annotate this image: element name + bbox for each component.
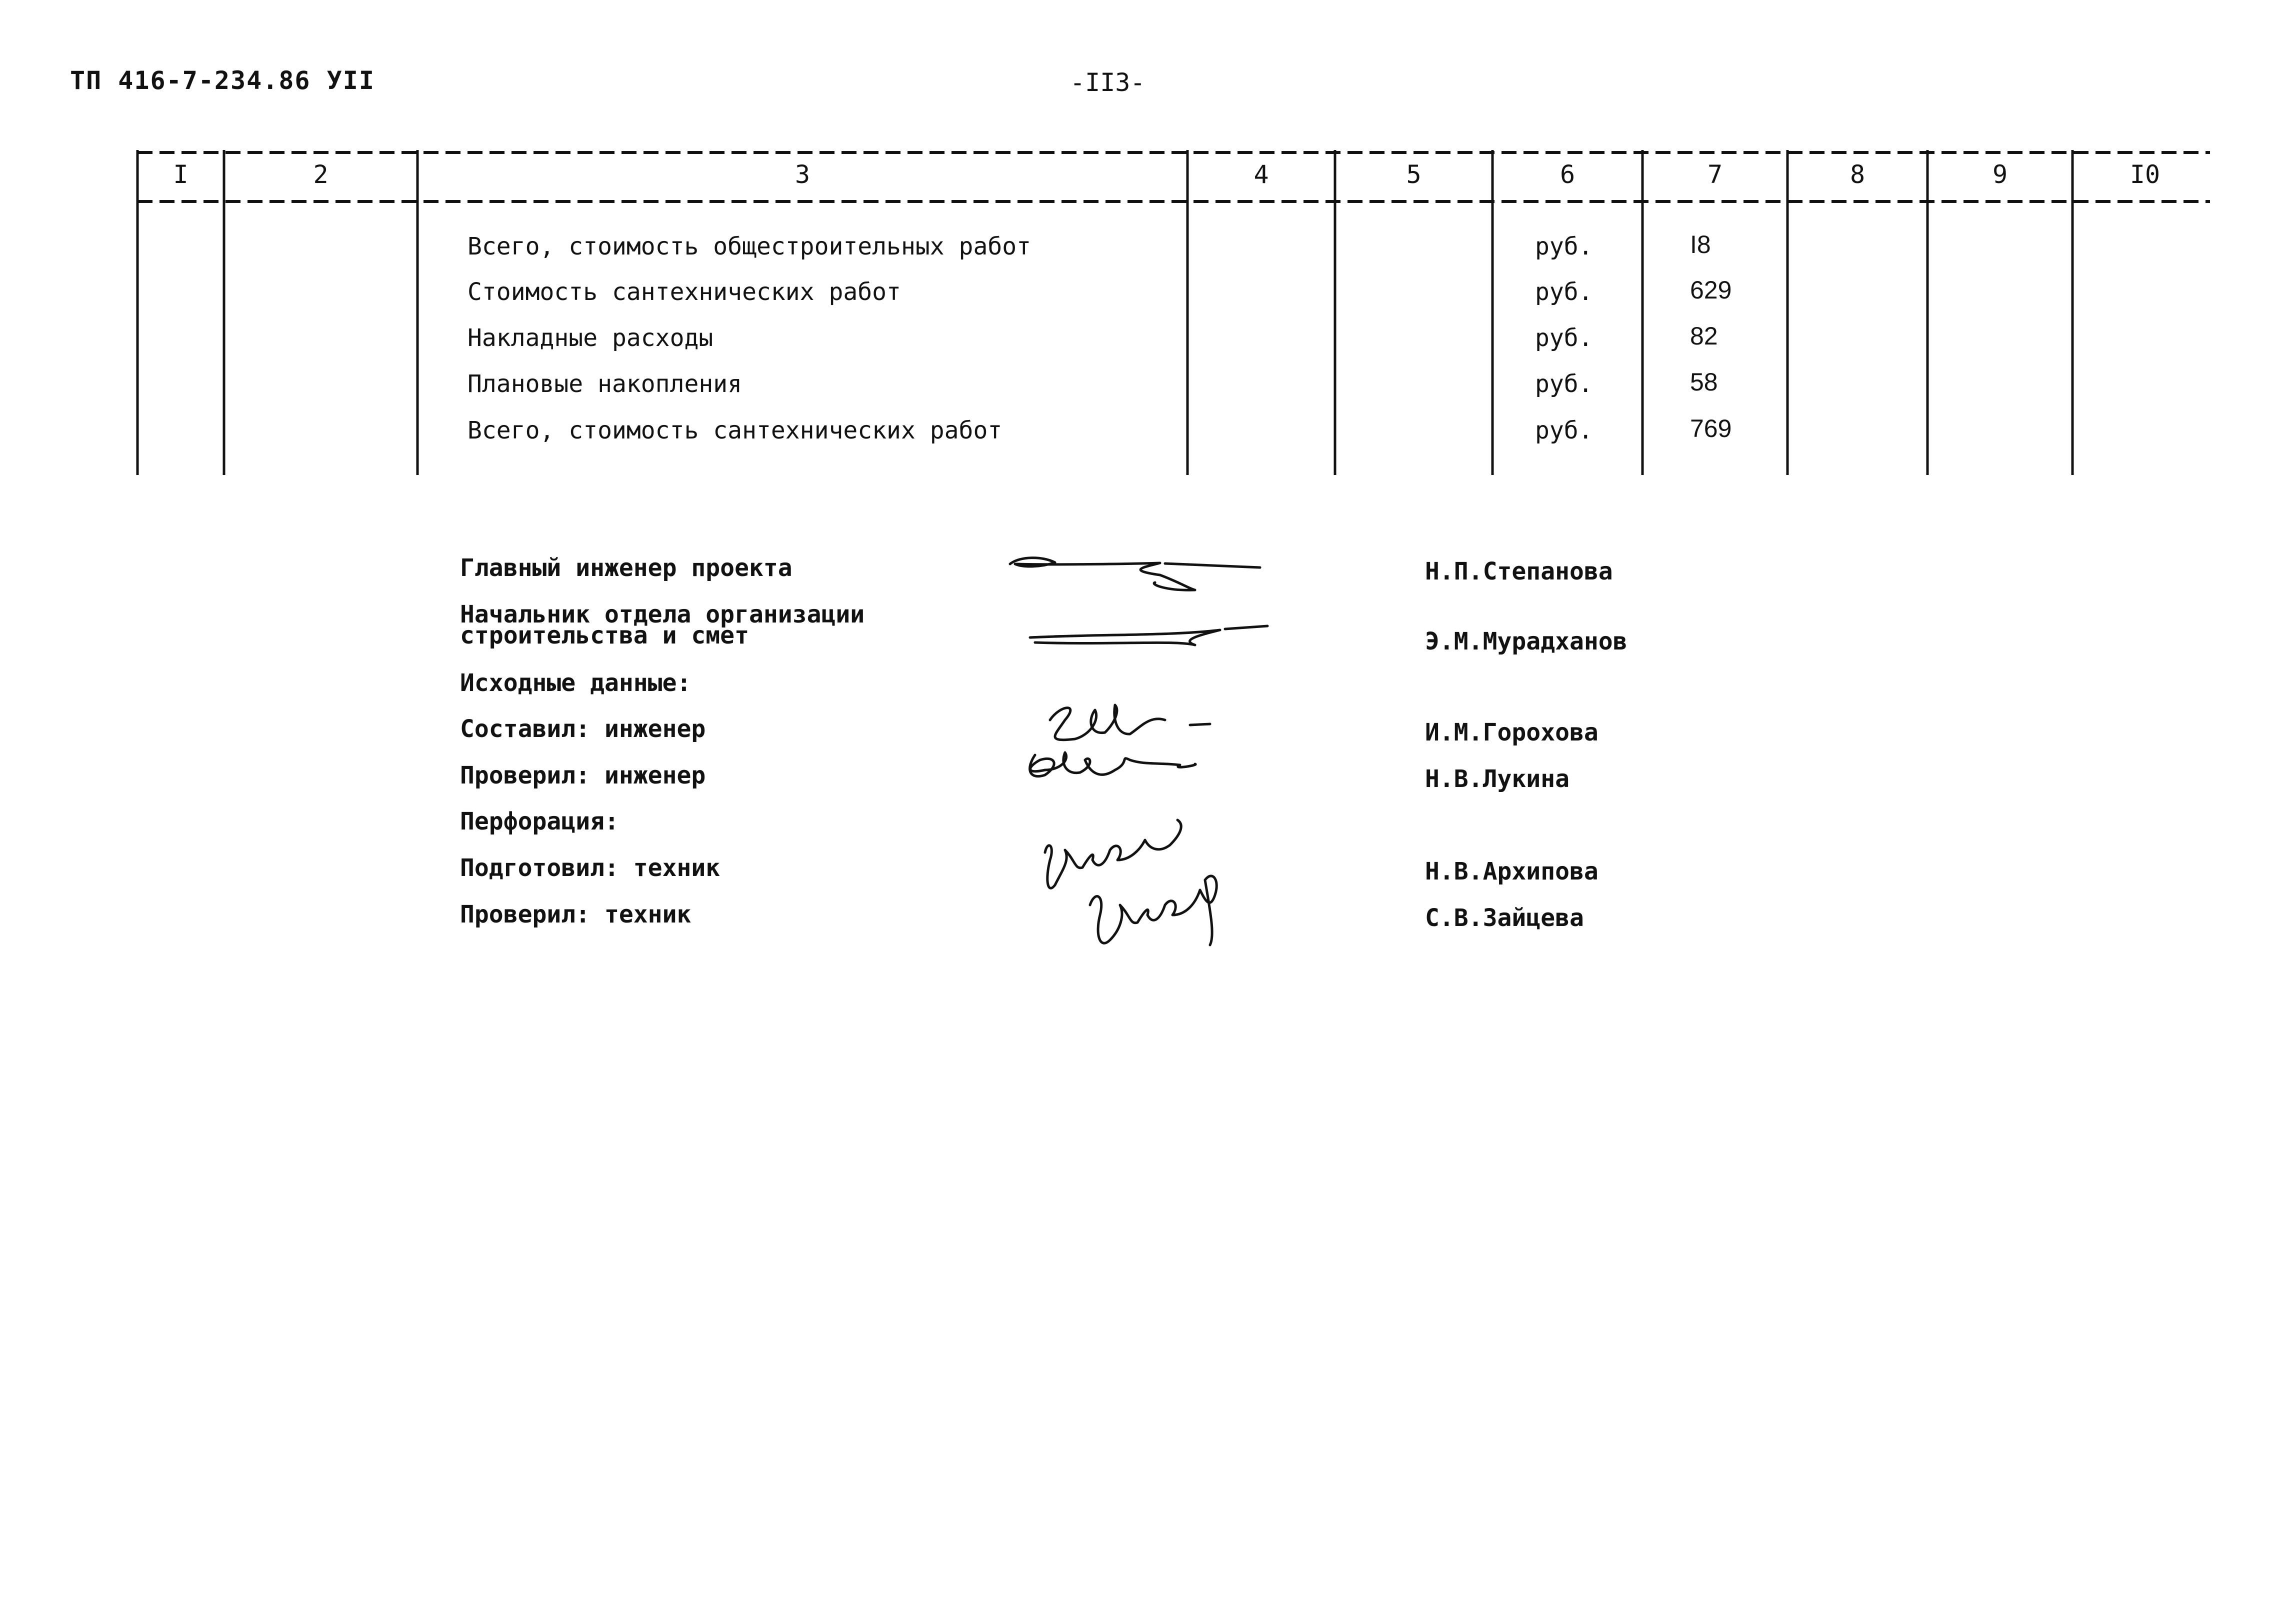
column-header-1: I bbox=[173, 160, 188, 189]
row-value: I8 bbox=[1690, 230, 1711, 258]
row-unit: руб. bbox=[1535, 416, 1593, 444]
column-header-3: 3 bbox=[794, 160, 810, 189]
row-value: 58 bbox=[1690, 368, 1718, 396]
row-unit: руб. bbox=[1535, 232, 1593, 260]
signature-prepared bbox=[1045, 820, 1181, 888]
signature-compiled bbox=[1050, 705, 1165, 740]
compiled-name: И.М.Горохова bbox=[1425, 718, 1598, 746]
checked-technician-role: Проверил: техник bbox=[460, 900, 692, 928]
column-header-7: 7 bbox=[1707, 160, 1723, 189]
row-value: 82 bbox=[1690, 322, 1718, 350]
signature-chief-engineer-line bbox=[1165, 564, 1260, 568]
row-value: 769 bbox=[1690, 414, 1732, 442]
signature-compiled-dash bbox=[1190, 724, 1210, 725]
signature-dept-head-line bbox=[1225, 626, 1268, 629]
chief-engineer-role: Главный инженер проекта bbox=[460, 554, 792, 582]
dept-head-name: Э.М.Мурадханов bbox=[1425, 628, 1628, 656]
perforation-label: Перфорация: bbox=[460, 808, 619, 836]
compiled-role: Составил: инженер bbox=[460, 715, 706, 743]
source-data-label: Исходные данные: bbox=[460, 669, 692, 697]
row-name: Накладные расходы bbox=[468, 324, 714, 352]
prepared-role: Подготовил: техник bbox=[460, 854, 720, 882]
signature-checked-technician bbox=[1090, 876, 1216, 945]
signature-dept-head bbox=[1030, 630, 1220, 645]
row-name: Всего, стоимость сантехнических работ bbox=[468, 416, 1002, 444]
row-name: Всего, стоимость общестроительных работ bbox=[468, 232, 1032, 260]
column-header-6: 6 bbox=[1560, 160, 1576, 189]
dept-head-role-line2: строительства и смет bbox=[460, 622, 749, 650]
page-number: -II3- bbox=[1070, 68, 1146, 97]
dept-head-role-line1: Начальник отдела организации bbox=[460, 600, 865, 628]
row-unit: руб. bbox=[1535, 324, 1593, 352]
document-code: ТП 416-7-234.86 УII bbox=[70, 66, 375, 95]
column-header-10: I0 bbox=[2130, 160, 2160, 189]
row-unit: руб. bbox=[1535, 370, 1593, 398]
column-header-4: 4 bbox=[1254, 160, 1269, 189]
prepared-name: Н.В.Архипова bbox=[1425, 858, 1598, 886]
checked-engineer-name: Н.В.Лукина bbox=[1425, 765, 1570, 793]
checked-technician-name: С.В.Зайцева bbox=[1425, 904, 1584, 932]
row-unit: руб. bbox=[1535, 278, 1593, 306]
row-name: Стоимость сантехнических работ bbox=[468, 278, 901, 306]
column-header-5: 5 bbox=[1406, 160, 1422, 189]
chief-engineer-name: Н.П.Степанова bbox=[1425, 558, 1613, 586]
row-name: Плановые накопления bbox=[468, 370, 742, 398]
signature-checked-engineer bbox=[1030, 752, 1196, 776]
column-header-2: 2 bbox=[313, 160, 328, 189]
row-value: 629 bbox=[1690, 276, 1732, 304]
checked-engineer-role: Проверил: инженер bbox=[460, 762, 706, 790]
column-header-8: 8 bbox=[1850, 160, 1866, 189]
column-header-9: 9 bbox=[1992, 160, 2008, 189]
